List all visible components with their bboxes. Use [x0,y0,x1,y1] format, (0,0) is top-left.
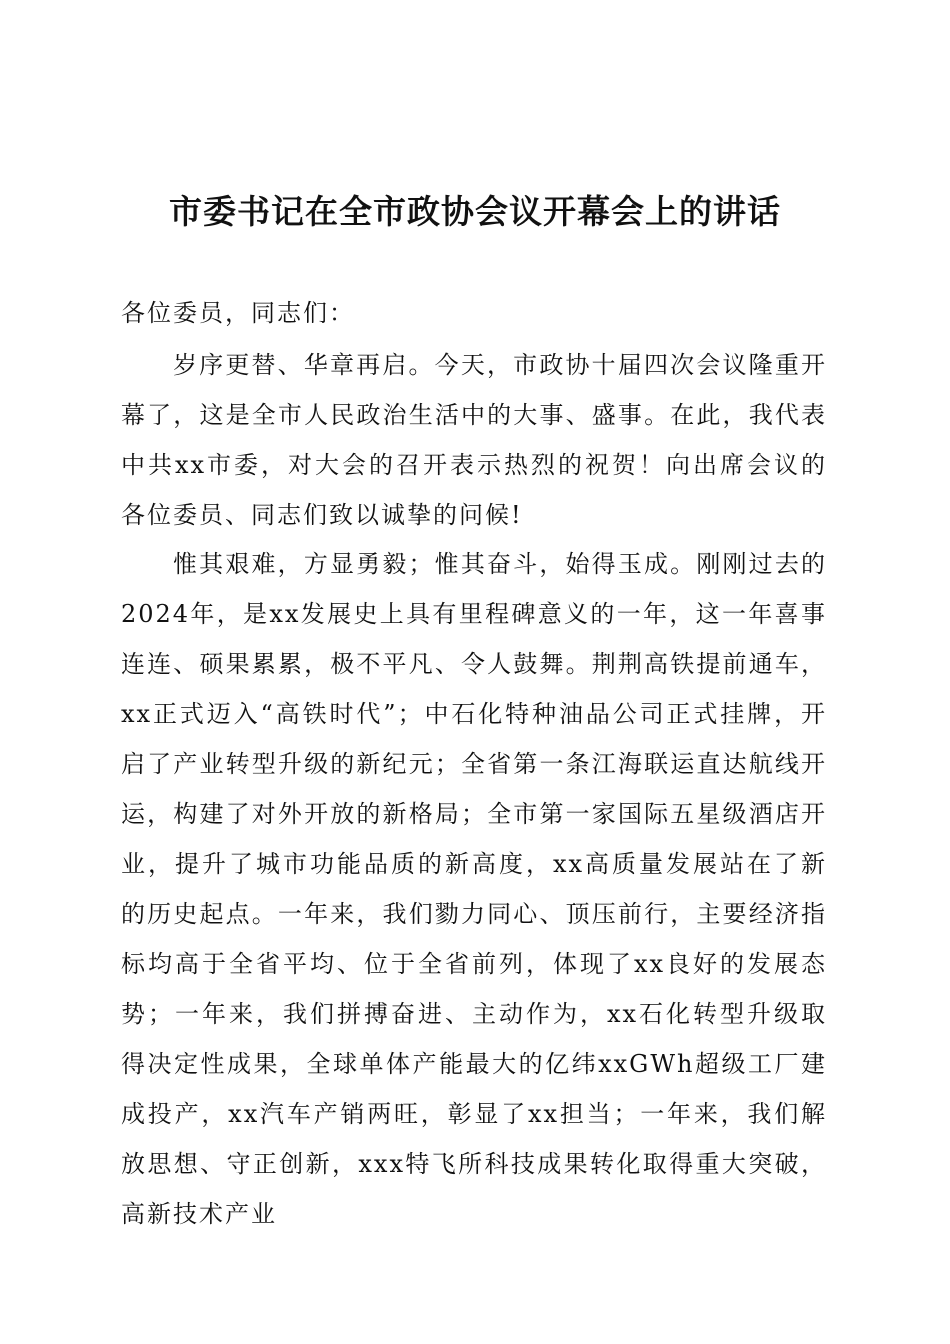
paragraph-review-2024: 惟其艰难，方显勇毅；惟其奋斗，始得玉成。刚刚过去的2024年，是xx发展史上具有里程碑意义的一年，这一年喜事连连、硕果累累，极不平凡、令人鼓舞。荆荆高铁提前通车，xx正式迈入“高铁时代”；中石化特种油品公司正式挂牌，开启了产业转型升级的新纪元；全省第一条江海联运直达航线开运，构建了对外开放的新格局；全市第一家国际五星级酒店开业，提升了城市功能品质的新高度，xx高质量发展站在了新的历史起点。一年来，我们勠力同心、顶压前行，主要经济指标均高于全省平均、位于全省前列，体现了xx良好的发展态势；一年来，我们拼搏奋进、主动作为，xx石化转型升级取得决定性成果，全球单体产能最大的亿纬xxGWh超级工厂建成投产，xx汽车产销两旺，彰显了xx担当；一年来，我们解放思想、守正创新，xxx特飞所科技成果转化取得重大突破，高新技术产业 [121,550,827,1228]
document-title: 市委书记在全市政协会议开幕会上的讲话 [169,192,781,231]
greeting: 各位委员，同志们： [121,299,355,327]
paragraph-opening: 岁序更替、华章再启。今天，市政协十届四次会议隆重开幕了，这是全市人民政治生活中的大事、盛事。在此，我代表中共xx市委，对大会的召开表示热烈的祝贺！向出席会议的各位委员、同志们致以诚挚的问候! [121,351,827,529]
